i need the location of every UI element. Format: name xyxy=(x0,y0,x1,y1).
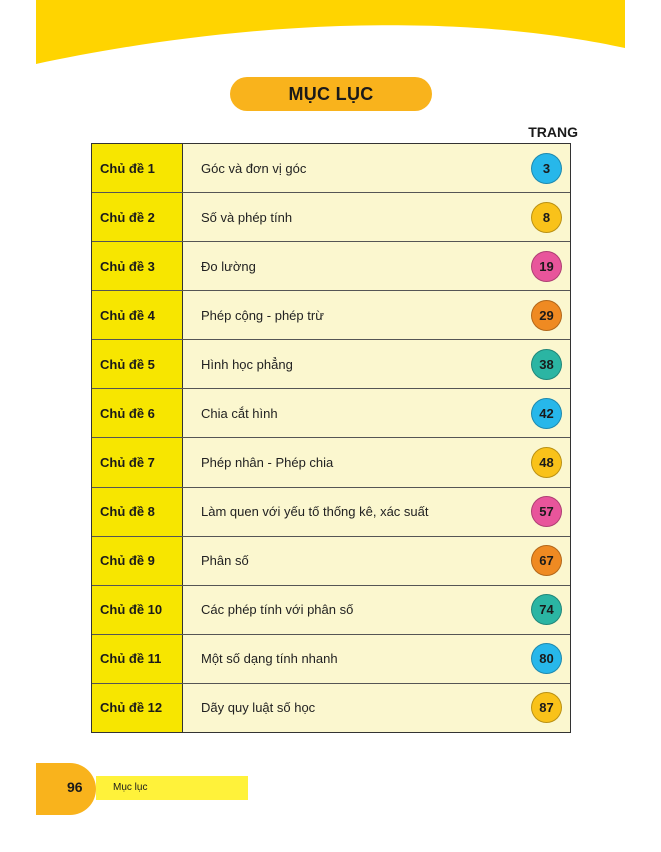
topic-title-cell xyxy=(183,340,570,388)
footer-section-label: Mục lục xyxy=(113,782,148,793)
table-row[interactable] xyxy=(92,585,570,634)
topic-title-cell xyxy=(183,586,570,634)
topic-title-cell xyxy=(183,684,570,732)
topic-title-cell xyxy=(183,488,570,536)
table-row[interactable] xyxy=(92,634,570,683)
topic-title: Số và phép tính xyxy=(201,209,293,225)
page-number-badge: 67 xyxy=(531,545,562,576)
topic-title-cell xyxy=(183,389,570,437)
table-row[interactable] xyxy=(92,683,570,732)
topic-title-cell xyxy=(183,438,570,486)
topic-title: Các phép tính với phân số xyxy=(201,602,354,618)
table-row[interactable] xyxy=(92,144,570,192)
page-number-badge: 87 xyxy=(531,692,562,723)
topic-label: Chủ đề 9 xyxy=(92,537,183,585)
topic-title-cell xyxy=(183,635,570,683)
page-number-badge: 48 xyxy=(531,447,562,478)
topic-label: Chủ đề 4 xyxy=(92,291,183,339)
topic-label: Chủ đề 8 xyxy=(92,488,183,536)
topic-title-cell xyxy=(183,537,570,585)
topic-label: Chủ đề 11 xyxy=(92,635,183,683)
topic-title-cell xyxy=(183,242,570,290)
topic-label: Chủ đề 2 xyxy=(92,193,183,241)
topic-title-cell xyxy=(183,291,570,339)
topic-title-cell xyxy=(183,144,570,192)
topic-title: Một số dạng tính nhanh xyxy=(201,651,338,667)
page-number-badge: 80 xyxy=(531,643,562,674)
topic-title: Góc và đơn vị góc xyxy=(201,160,307,176)
topic-title: Phép cộng - phép trừ xyxy=(201,307,324,323)
page-number-badge: 29 xyxy=(531,300,562,331)
topic-label: Chủ đề 10 xyxy=(92,586,183,634)
topic-label: Chủ đề 6 xyxy=(92,389,183,437)
topic-label: Chủ đề 12 xyxy=(92,684,183,732)
topic-title-cell xyxy=(183,193,570,241)
topic-label: Chủ đề 5 xyxy=(92,340,183,388)
footer-tab xyxy=(36,763,96,815)
footer-page-number: 96 xyxy=(67,779,83,795)
table-row[interactable] xyxy=(92,290,570,339)
topic-title: Hình học phẳng xyxy=(201,356,293,372)
page-number-badge: 74 xyxy=(531,594,562,625)
toc-table xyxy=(91,143,571,733)
page-number-badge: 8 xyxy=(531,202,562,233)
table-row[interactable] xyxy=(92,241,570,290)
topic-title: Dãy quy luật số học xyxy=(201,700,316,716)
topic-label: Chủ đề 3 xyxy=(92,242,183,290)
table-row[interactable] xyxy=(92,388,570,437)
table-row[interactable] xyxy=(92,437,570,486)
topic-title: Phép nhân - Phép chia xyxy=(201,455,334,470)
page-number-badge: 57 xyxy=(531,496,562,527)
page-number-badge: 42 xyxy=(531,398,562,429)
topic-title: Làm quen với yếu tố thống kê, xác suất xyxy=(201,504,429,520)
topic-label: Chủ đề 7 xyxy=(92,438,183,486)
page-number-badge: 3 xyxy=(531,153,562,184)
page-number-badge: 38 xyxy=(531,349,562,380)
topic-title: Phân số xyxy=(201,553,249,569)
top-banner xyxy=(0,0,661,72)
page-title: MỤC LỤC xyxy=(230,77,432,111)
topic-title: Chia cắt hình xyxy=(201,405,278,421)
topic-title: Đo lường xyxy=(201,258,256,274)
table-row[interactable] xyxy=(92,192,570,241)
table-row[interactable] xyxy=(92,339,570,388)
table-row[interactable] xyxy=(92,536,570,585)
topic-label: Chủ đề 1 xyxy=(92,144,183,192)
page-column-header: TRANG xyxy=(528,124,578,140)
page-number-badge: 19 xyxy=(531,251,562,282)
table-row[interactable] xyxy=(92,487,570,536)
